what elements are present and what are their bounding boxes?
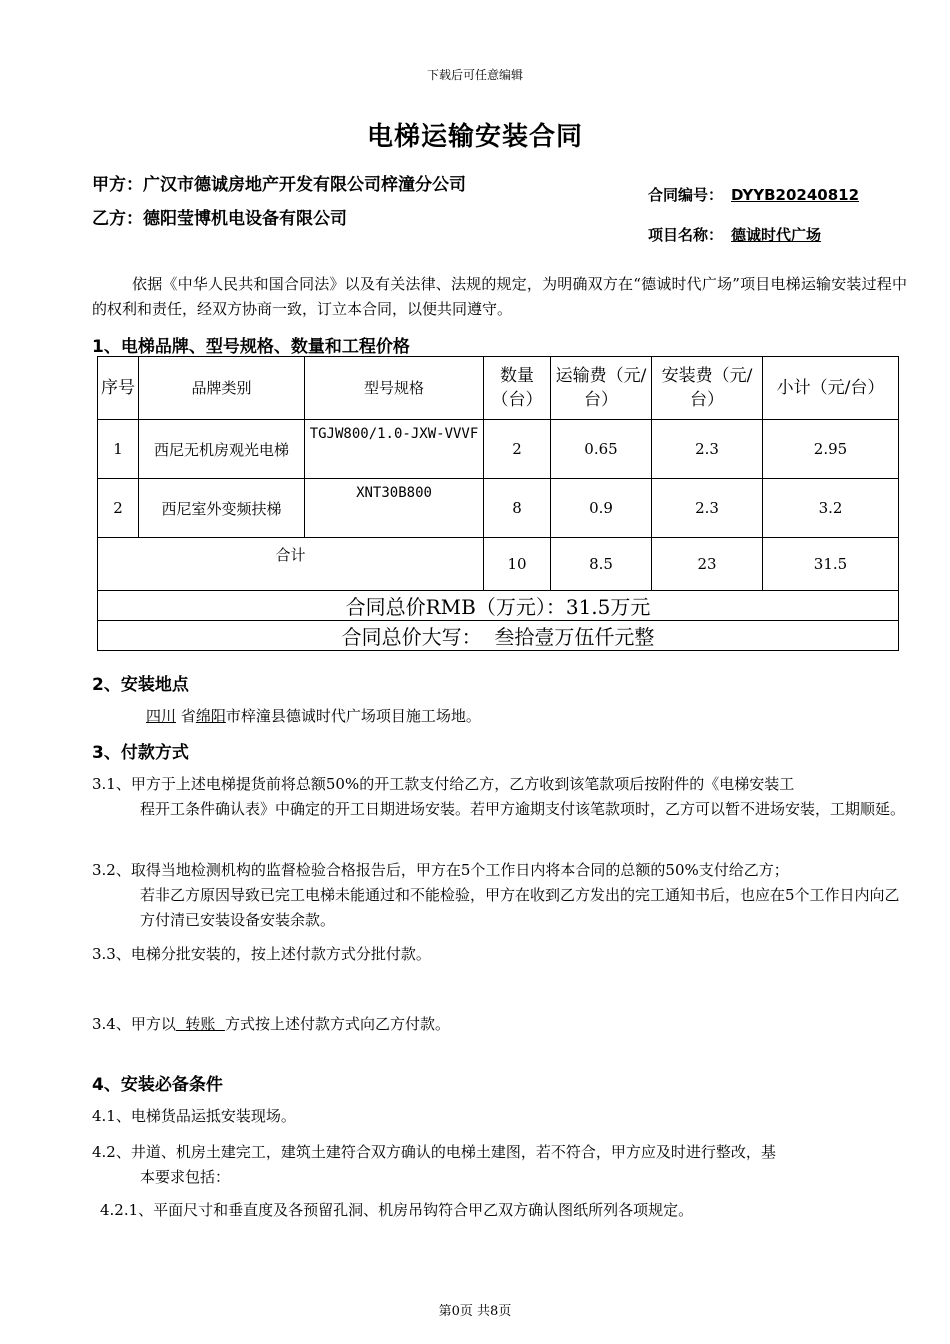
- total-transport: 8.5: [551, 538, 652, 591]
- install-location: [146, 704, 906, 729]
- project-name: [648, 224, 821, 245]
- clause-3-1-cont: 程开工条件确认表》中确定的开工日期进场安装。若甲方逾期支付该笔款项时，乙方可以暂不进场安装，工期顺延。: [140, 800, 906, 818]
- cell-subtotal: 2.95: [763, 420, 899, 479]
- cell-install-fee: 2.3: [652, 479, 763, 538]
- contract-number-label: 合同编号：: [648, 186, 724, 204]
- contract-number: [648, 184, 859, 205]
- cell-install-fee: 2.3: [652, 420, 763, 479]
- section-4-heading: 4、安装必备条件: [92, 1075, 223, 1095]
- document-title: 电梯运输安装合同: [366, 122, 583, 152]
- contract-total-words-row: [98, 621, 899, 651]
- clause-3-4: [92, 1012, 907, 1037]
- location-province: 四川: [146, 707, 177, 725]
- section-2-heading: 2、安装地点: [92, 675, 189, 695]
- cell-subtotal: 3.2: [763, 479, 899, 538]
- price-table: [97, 356, 899, 651]
- clause-3-4-end: 方式按上述付款方式向乙方付款。: [224, 1015, 450, 1033]
- project-name-value: 德诚时代广场: [731, 226, 822, 244]
- header-cell: 数量（台）: [484, 357, 551, 420]
- table-row: [98, 420, 899, 479]
- party-b: 乙方：德阳莹博机电设备有限公司: [92, 209, 347, 229]
- clause-3-2: [92, 858, 907, 933]
- header-cell: 安装费（元/台）: [652, 357, 763, 420]
- party-a: 甲方：广汉市德诚房地产开发有限公司梓潼分公司: [92, 175, 466, 195]
- table-header-row: [98, 357, 899, 420]
- header-cell: 运输费（元/台）: [551, 357, 652, 420]
- clause-3-1-line1: 3.1、甲方于上述电梯提货前将总额50%的开工款支付给乙方，乙方收到该笔款项后按附件的《电梯安装工: [92, 775, 795, 793]
- cell-transport-fee: 0.9: [551, 479, 652, 538]
- section-1-heading: 1、电梯品牌、型号规格、数量和工程价格: [92, 337, 410, 357]
- clause-4-2-cont: 本要求包括：: [140, 1168, 231, 1186]
- intro-paragraph: 依据《中华人民共和国合同法》以及有关法律、法规的规定，为明确双方在“德诚时代广场”项目电梯运输安装过程中的权利和责任，经双方协商一致，订立本合同，以便共同遵守。: [92, 275, 907, 318]
- clause-3-2-line1: 3.2、取得当地检测机构的监督检验合格报告后，甲方在5个工作日内将本合同的总额的50%支付给乙方；: [92, 861, 789, 879]
- clause-4-2-line1: 4.2、井道、机房土建完工，建筑土建符合双方确认的电梯土建图，若不符合，甲方应及时进行整改，基: [92, 1143, 776, 1161]
- header-cell: 品牌类别: [139, 357, 305, 420]
- clause-3-1: [92, 772, 907, 822]
- cell-index: 1: [98, 420, 139, 479]
- cell-brand: 西尼室外变频扶梯: [139, 479, 305, 538]
- header-cell: 型号规格: [305, 357, 484, 420]
- page-footer: 第0页 共8页: [438, 1304, 512, 1319]
- cell-brand: 西尼无机房观光电梯: [139, 420, 305, 479]
- table-total-row: [98, 538, 899, 591]
- table-row: [98, 479, 899, 538]
- location-province-suffix: 省: [180, 707, 196, 725]
- contract-total-words: 合同总价大写： 叁拾壹万伍仟元整: [98, 621, 899, 651]
- location-city: 绵阳: [195, 707, 226, 725]
- contract-number-value: DYYB20240812: [731, 186, 860, 204]
- clause-4-2: [92, 1140, 907, 1190]
- location-detail: 市梓潼县德诚时代广场项目施工场地。: [225, 707, 481, 725]
- cell-index: 2: [98, 479, 139, 538]
- header-cell: 序号: [98, 357, 139, 420]
- clause-3-2-cont: 若非乙方原因导致已完工电梯未能通过和不能检验，甲方在收到乙方发出的完工通知书后，也应在5个工作日内向乙方付清已安装设备安装余款。: [140, 886, 900, 929]
- clause-3-3: 3.3、电梯分批安装的，按上述付款方式分批付款。: [92, 945, 431, 963]
- cell-quantity: 2: [484, 420, 551, 479]
- section-3-heading: 3、付款方式: [92, 743, 189, 763]
- header-cell: 小计（元/台）: [763, 357, 899, 420]
- cell-model: TGJW800/1.0-JXW-VVVF: [305, 420, 484, 479]
- clause-3-4-start: 3.4、甲方以: [92, 1015, 176, 1033]
- payment-method: 转账: [175, 1015, 225, 1033]
- project-name-label: 项目名称：: [648, 226, 724, 244]
- cell-transport-fee: 0.65: [551, 420, 652, 479]
- header-note: 下载后可任意编辑: [426, 68, 523, 82]
- total-quantity: 10: [484, 538, 551, 591]
- clause-4-1: 4.1、电梯货品运抵安装现场。: [92, 1107, 296, 1125]
- total-install: 23: [652, 538, 763, 591]
- total-label: 合计: [98, 538, 484, 591]
- cell-model: XNT30B800: [305, 479, 484, 538]
- contract-total-row: [98, 591, 899, 621]
- total-subtotal: 31.5: [763, 538, 899, 591]
- cell-quantity: 8: [484, 479, 551, 538]
- contract-total-amount: 合同总价RMB（万元）：31.5万元: [98, 591, 899, 621]
- clause-4-2-1: 4.2.1、平面尺寸和垂直度及各预留孔洞、机房吊钩符合甲乙双方确认图纸所列各项规定。: [100, 1201, 694, 1219]
